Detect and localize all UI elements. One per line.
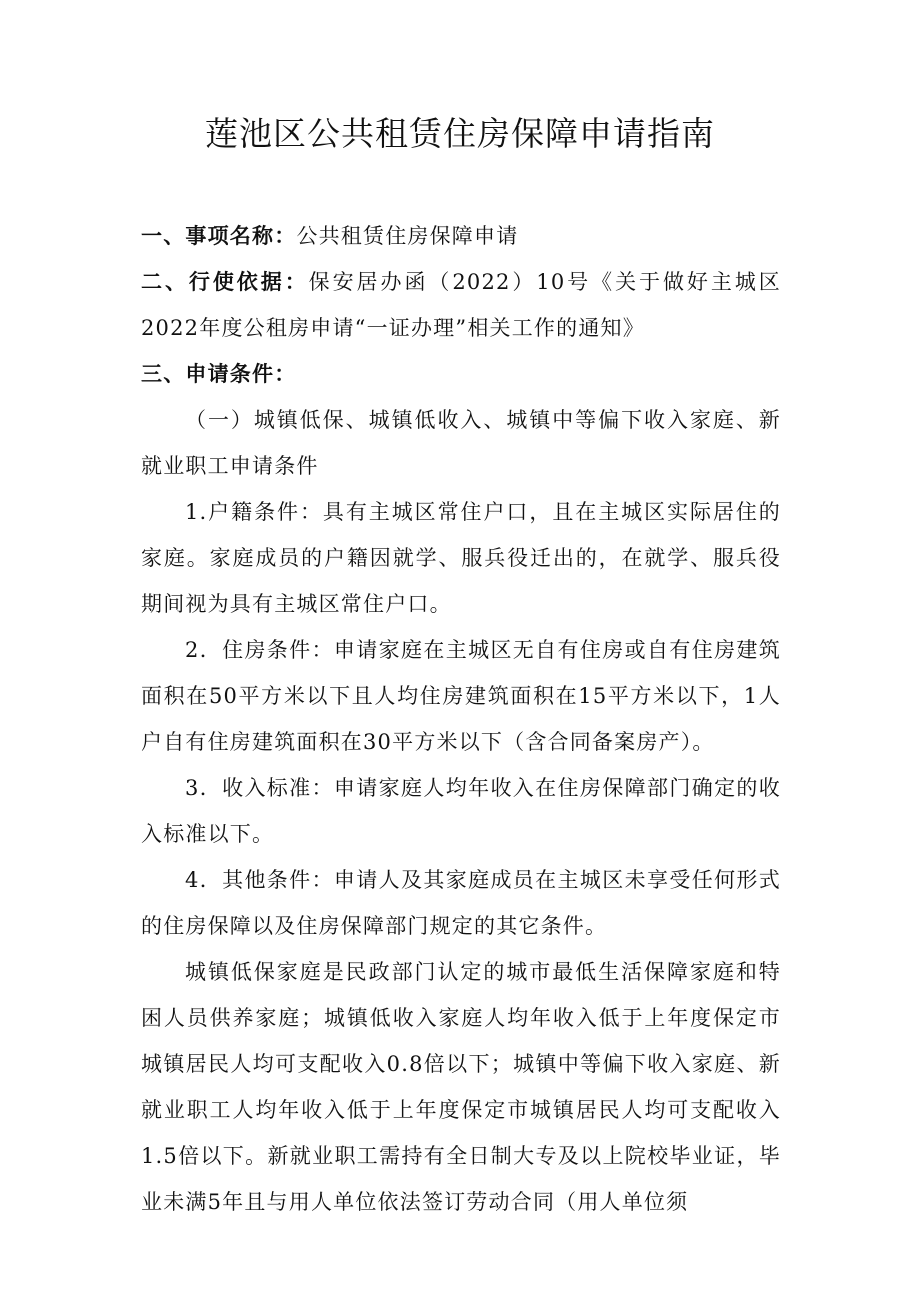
basis-heading: 二、行使依据：	[141, 270, 309, 294]
paragraph-household-registration: 1.户籍条件：具有主城区常住户口，且在主城区实际居住的家庭。家庭成员的户籍因就学、服兵役迁出的，在就学、服兵役期间视为具有主城区常住户口。	[141, 500, 781, 616]
paragraph-definitions: 城镇低保家庭是民政部门认定的城市最低生活保障家庭和特困人员供养家庭；城镇低收入家庭人均年收入低于上年度保定市城镇居民人均可支配收入0.8倍以下；城镇中等偏下收入家庭、新就业职工人均年收入低于上年度保定市城镇居民人均可支配收入1.5倍以下。新就业职工需持有全日制大专及以上院校毕业证，毕业未满5年且与用人单位依法签订劳动合同（用人单位须	[141, 960, 781, 1214]
item-name-text: 公共租赁住房保障申请	[296, 224, 519, 248]
item-name-line	[141, 213, 781, 259]
item-name-heading: 一、事项名称：	[141, 224, 297, 248]
document-body	[141, 213, 781, 1225]
subsection-one: （一）城镇低保、城镇低收入、城镇中等偏下收入家庭、新就业职工申请条件	[141, 408, 781, 478]
paragraph-income-standard: 3．收入标准：申请家庭人均年收入在住房保障部门确定的收入标准以下。	[141, 776, 781, 846]
conditions-line	[141, 351, 781, 397]
conditions-heading: 三、申请条件：	[141, 362, 297, 386]
paragraph-other-conditions: 4．其他条件：申请人及其家庭成员在主城区未享受任何形式的住房保障以及住房保障部门规定的其它条件。	[141, 868, 781, 938]
basis-line	[141, 259, 781, 351]
basis-text: 保安居办函（2022）10号《关于做好主城区2022年度公租房申请“一证办理”相关工作的通知》	[141, 270, 781, 340]
paragraph-housing-condition: 2．住房条件：申请家庭在主城区无自有住房或自有住房建筑面积在50平方米以下且人均住房建筑面积在15平方米以下，1人户自有住房建筑面积在30平方米以下（含合同备案房产）。	[141, 638, 781, 754]
document-title: 莲池区公共租赁住房保障申请指南	[205, 114, 715, 153]
